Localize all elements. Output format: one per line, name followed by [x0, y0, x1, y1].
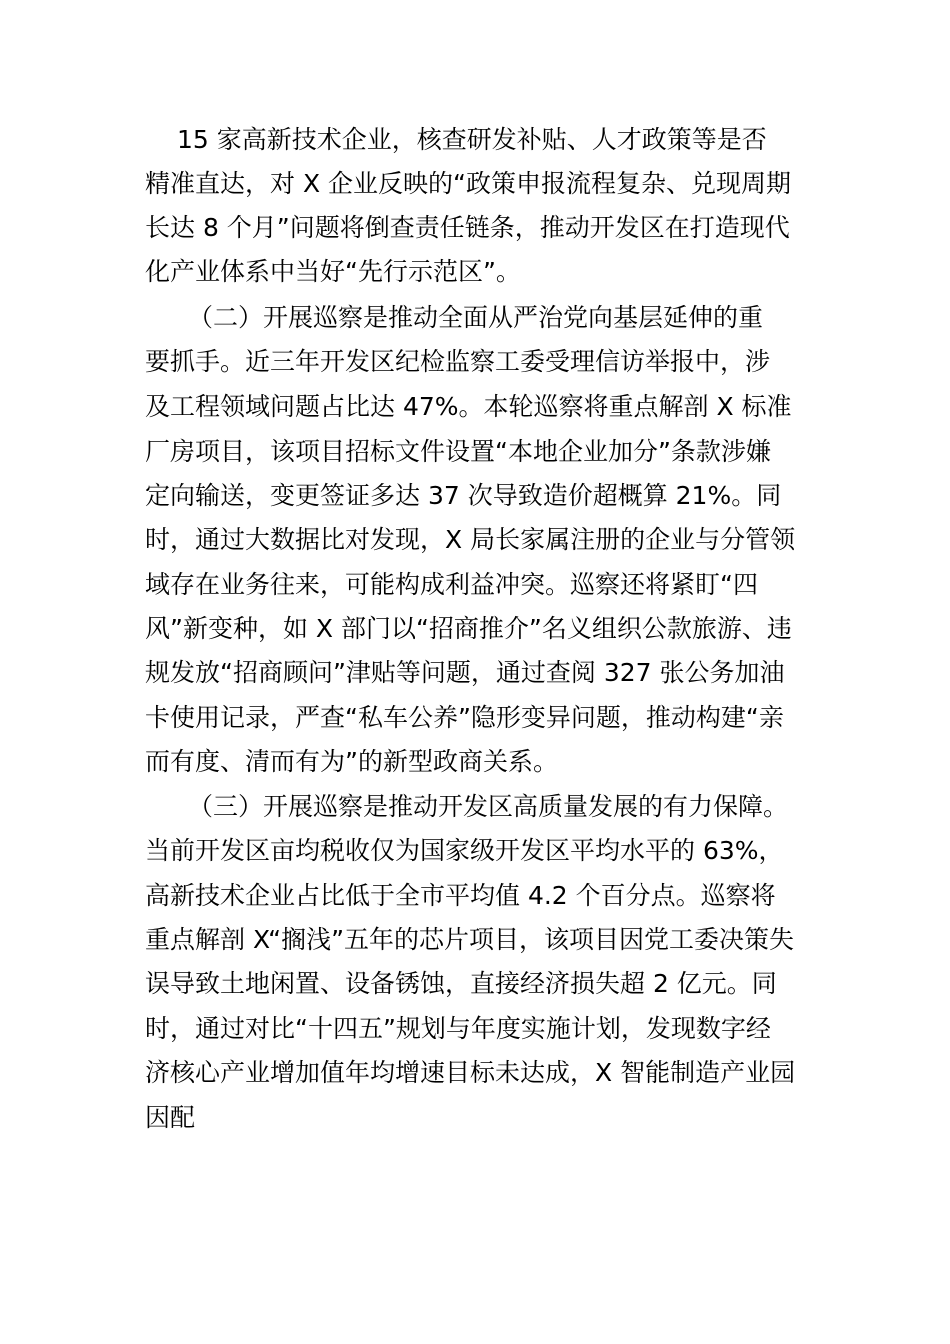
section-heading-line: （三）开展巡察是推动开发区高质量发展的有力保障。: [188, 792, 789, 821]
text-line: 时，通过对比“十四五”规划与年度实施计划，发现数字经: [145, 1014, 771, 1043]
text-line: 卡使用记录，严查“私车公养”隐形变异问题，推动构建“亲: [145, 703, 784, 732]
text-line: 要抓手。近三年开发区纪检监察工委受理信访举报中，涉: [145, 347, 771, 376]
text-line: 15 家高新技术企业，核查研发补贴、人才政策等是否: [177, 125, 767, 154]
text-line: 化产业体系中当好“先行示范区”。: [145, 257, 521, 286]
section-heading-line: （二）开展巡察是推动全面从严治党向基层延伸的重: [188, 303, 764, 332]
text-line: 厂房项目，该项目招标文件设置“本地企业加分”条款涉嫌: [145, 437, 771, 466]
text-line: 及工程领域问题占比达 47%。本轮巡察将重点解剖 X 标准: [145, 392, 792, 421]
text-line: 当前开发区亩均税收仅为国家级开发区平均水平的 63%，: [145, 836, 784, 865]
text-line: 风”新变种，如 X 部门以“招商推介”名义组织公款旅游、违: [145, 614, 792, 643]
text-line: 误导致土地闲置、设备锈蚀，直接经济损失超 2 亿元。同: [145, 969, 777, 998]
text-line: 济核心产业增加值年均增速目标未达成，X 智能制造产业园: [145, 1058, 796, 1087]
text-line: 而有度、清而有为”的新型政商关系。: [145, 747, 558, 776]
text-line: 时，通过大数据比对发现，X 局长家属注册的企业与分管领: [145, 525, 796, 554]
text-line: 域存在业务往来，可能构成利益冲突。巡察还将紧盯“四: [145, 570, 758, 599]
text-line: 长达 8 个月”问题将倒查责任链条，推动开发区在打造现代: [145, 213, 790, 242]
text-line: 定向输送，变更签证多达 37 次导致造价超概算 21%。同: [145, 481, 782, 510]
text-line: 规发放“招商顾问”津贴等问题，通过查阅 327 张公务加油: [145, 658, 785, 687]
text-line: 重点解剖 X“搁浅”五年的芯片项目，该项目因党工委决策失: [145, 925, 795, 954]
text-line: 精准直达，对 X 企业反映的“政策申报流程复杂、兑现周期: [145, 169, 791, 198]
text-line: 高新技术企业占比低于全市平均值 4.2 个百分点。巡察将: [145, 881, 776, 910]
text-line: 因配: [145, 1103, 196, 1132]
